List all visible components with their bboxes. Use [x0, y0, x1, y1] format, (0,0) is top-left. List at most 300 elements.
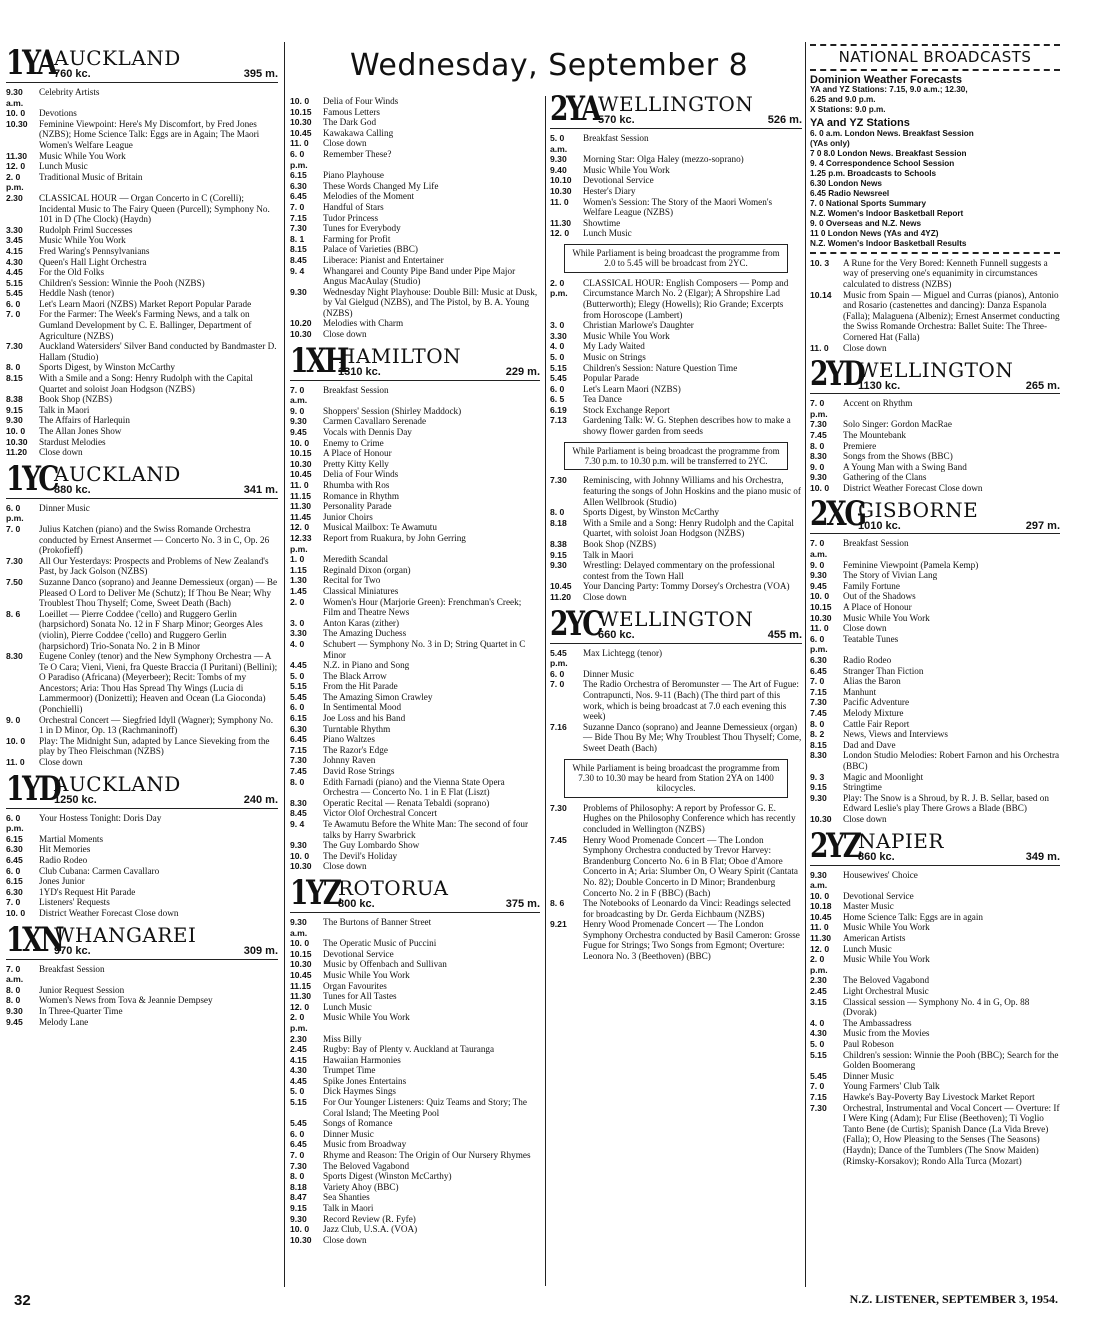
- program-list: [810, 870, 1060, 1167]
- program-time: 4. 0: [290, 638, 305, 649]
- program-title: Vocals with Dennis Day: [323, 427, 412, 438]
- program-time: 10. 0: [6, 108, 26, 119]
- program-entry: [810, 290, 1060, 343]
- program-time: 2. 0: [290, 596, 305, 607]
- program-entry: [290, 586, 540, 597]
- program-time: 8. 0: [810, 718, 825, 729]
- station-frequency: [54, 485, 278, 496]
- program-title: Heddle Nash (tenor): [39, 288, 115, 299]
- program-title: Max Lichtegg (tenor): [583, 647, 663, 658]
- program-time: 8.30: [290, 797, 307, 808]
- program-time: 10.30: [290, 959, 312, 970]
- program-time: 10.45: [810, 911, 832, 922]
- program-entry: [290, 597, 540, 618]
- yayz-lines: [810, 129, 1060, 249]
- program-time: 7.30: [290, 755, 307, 766]
- program-entry: [810, 697, 1060, 708]
- program-time: 6.19: [550, 404, 567, 415]
- station-callsign: 2YA: [550, 89, 600, 129]
- program-time: 8.30: [810, 750, 827, 761]
- station-city: WHANGAREI: [54, 922, 197, 947]
- program-title: Children's Session: Winnie the Pooh (NZBS): [39, 277, 205, 288]
- program-entry: [6, 995, 278, 1006]
- program-entry: [810, 258, 1060, 290]
- schedule-line: 9. 4 Correspondence School Session: [810, 158, 955, 168]
- program-time: 7. 0: [6, 309, 21, 320]
- program-time: 5.45: [550, 373, 567, 384]
- program-entry: [290, 565, 540, 576]
- program-time: 5.45: [290, 1118, 307, 1129]
- program-time: 12. 0: [290, 522, 310, 533]
- program-entry: [290, 213, 540, 224]
- program-entry: [550, 320, 802, 331]
- program-title: Fred Waring's Pennsylvanians: [39, 245, 150, 256]
- program-time: 7.45: [290, 766, 307, 777]
- program-time: 5.15: [550, 362, 567, 373]
- program-time: 6. 0: [6, 298, 21, 309]
- program-entry: [290, 1034, 540, 1045]
- program-list: [6, 503, 278, 768]
- program-time: 8.15: [290, 244, 307, 255]
- program-entry: [6, 119, 278, 151]
- program-title: Turntable Rhythm: [323, 723, 391, 734]
- program-entry: [290, 255, 540, 266]
- program-title: Johnny Raven: [323, 755, 376, 766]
- program-time: 2. 0 p.m.: [6, 171, 24, 193]
- program-title: Talk in Maori: [583, 549, 634, 560]
- program-time: 5.45 p.m.: [550, 647, 568, 669]
- program-entry: [810, 676, 1060, 687]
- program-title: Suzanne Danco (soprano) and Jeanne Demessieux (organ) — Be Pleased O Lord to Deliver Me (Schutz); If Thou Be Near; Why Troublest Thou Thyself; Come, Sweet Death (Bach): [39, 576, 278, 609]
- program-time: 2. 0 p.m.: [290, 1012, 308, 1033]
- station-info: [858, 499, 1060, 532]
- program-entry: [810, 870, 1060, 891]
- program-time: 8. 6: [550, 898, 565, 909]
- program-time: 8. 0: [6, 984, 21, 995]
- program-entry: [290, 117, 540, 128]
- program-title: Listeners' Requests: [39, 897, 110, 908]
- station-city: NAPIER: [858, 828, 944, 853]
- program-entry: [290, 469, 540, 480]
- program-title: The Razor's Edge: [323, 744, 388, 755]
- station-kc: 880 kc.: [54, 484, 91, 497]
- program-time: 11. 0: [6, 757, 25, 768]
- program-title: The Black Arrow: [323, 670, 387, 681]
- program-entry: [290, 1139, 540, 1150]
- program-title: Breakfast Session: [323, 384, 389, 395]
- program-time: 8.38: [6, 394, 23, 405]
- program-entry: [290, 1065, 540, 1076]
- program-time: 2.45: [290, 1044, 307, 1055]
- program-title: Club Cubana: Carmen Cavallaro: [39, 865, 160, 876]
- program-time: 9.30 a.m.: [810, 869, 828, 891]
- schedule-line: 9. 0 Overseas and N.Z. News: [810, 218, 922, 228]
- program-title: All Our Yesterdays: Prospects and Problems of New Zealand's Past, by Jack Golson (NZBS): [39, 555, 269, 577]
- program-title: Music While You Work: [843, 954, 930, 965]
- program-title: London Studio Melodies: Robert Farnon and his Orchestra (BBC): [843, 750, 1060, 771]
- program-entry: [290, 1076, 540, 1087]
- program-title: Breakfast Session: [39, 963, 105, 974]
- program-title: Wednesday Night Playhouse: Double Bill: Music at Dusk, by Val Gielgud (NZBS), and The Pistol, by B. A. Young (NZBS): [323, 286, 538, 318]
- program-entry: [290, 480, 540, 491]
- program-entry: [810, 1103, 1060, 1167]
- program-title: Music While You Work: [39, 235, 126, 246]
- program-entry: [810, 954, 1060, 975]
- program-time: 6.30: [810, 655, 827, 665]
- program-entry: [550, 218, 802, 229]
- program-time: 4.45: [6, 267, 23, 278]
- program-title: Classical Miniatures: [323, 585, 399, 596]
- program-time: 9. 4: [290, 819, 305, 829]
- station-wavelength: 265 m.: [1025, 379, 1060, 392]
- program-title: Reminiscing, with Johnny Williams and his Orchestra, featuring the songs of John Hoskins and the piano music of Allen Wellbrook (Studio): [583, 475, 801, 507]
- program-title: Variety Ahoy (BBC): [323, 1181, 399, 1192]
- program-entry: [290, 1224, 540, 1235]
- program-title: Romance in Rhythm: [323, 490, 400, 501]
- program-title: In Three-Quarter Time: [39, 1005, 123, 1016]
- program-list: [550, 648, 802, 754]
- program-title: The Amazing Simon Crawley: [323, 691, 433, 702]
- program-entry: [6, 715, 278, 736]
- program-title: The Burtons of Banner Street: [323, 916, 432, 927]
- program-title: Delia of Four Winds: [323, 96, 399, 106]
- program-entry: [550, 919, 802, 961]
- program-time: 9. 4: [290, 265, 305, 276]
- program-entry: [550, 669, 802, 680]
- program-title: With a Smile and a Song: Henry Rudolph with the Capital Quartet and soloist Joan Hodgson (NZBS): [39, 373, 253, 394]
- program-title: Tea Dance: [583, 394, 622, 405]
- program-entry: [290, 981, 540, 992]
- program-entry: [290, 970, 540, 981]
- program-entry: [550, 394, 802, 405]
- program-time: 7.30: [810, 1102, 827, 1113]
- program-title: Book Shop (NZBS): [583, 539, 656, 550]
- program-title: Wrestling: Delayed commentary on the professional contest from the Town Hall: [583, 560, 775, 581]
- program-entry: [290, 223, 540, 234]
- program-time: 9.30: [290, 840, 307, 851]
- program-title: Te Awamutu Before the White Man: The second of four talks by Harry Swarbrick: [323, 819, 529, 840]
- program-title: Spike Jones Entertains: [323, 1075, 407, 1086]
- program-entry: [6, 834, 278, 845]
- program-title: Queen's Hall Light Orchestra: [39, 256, 147, 267]
- yayz-heading: YA and YZ Stations: [810, 117, 910, 130]
- program-entry: [6, 1017, 278, 1028]
- program-entry: [290, 234, 540, 245]
- program-entry: [810, 997, 1060, 1018]
- program-time: 7. 0 p.m.: [810, 398, 828, 419]
- station-frequency: [858, 521, 1060, 532]
- program-time: 5.45: [6, 288, 23, 299]
- program-title: Dinner Music: [39, 502, 90, 513]
- program-title: Women's News from Tova & Jeannie Dempsey: [39, 995, 213, 1006]
- program-entry: [810, 1050, 1060, 1071]
- column-3: [550, 88, 802, 962]
- schedule-line: X Stations: 9.0 p.m.: [810, 105, 886, 115]
- station-city: ROTORUA: [338, 876, 449, 901]
- program-title: Schubert — Symphony No. 3 in D; String Quartet in C Minor: [323, 638, 526, 660]
- program-entry: [290, 522, 540, 533]
- divider: [810, 252, 1060, 254]
- program-time: 10.14: [810, 289, 832, 300]
- program-time: 5.15: [290, 681, 307, 692]
- program-entry: [290, 819, 540, 840]
- program-title: CLASSICAL HOUR — Organ Concerto in C (Corelli); Incidental Music to The Fairy Queen (Purcell); Symphony No. 101 in D (The Clock) (Haydn): [39, 192, 270, 225]
- program-entry: [290, 427, 540, 438]
- program-entry: [290, 406, 540, 417]
- program-time: 5. 0: [810, 1039, 825, 1049]
- program-entry: [290, 1203, 540, 1214]
- program-title: District Weather Forecast Close down: [843, 482, 983, 493]
- program-time: 10.45: [290, 469, 312, 480]
- schedule-line: 6.25 and 9.0 p.m.: [810, 95, 876, 105]
- program-time: 7. 0: [6, 897, 21, 908]
- program-entry: [6, 447, 278, 458]
- program-entry: [290, 1150, 540, 1161]
- program-title: Miss Billy: [323, 1033, 362, 1044]
- program-time: 5.15: [810, 1049, 827, 1060]
- program-title: Gardening Talk: W. G. Stephen describes how to make a showy flower garden from seeds: [583, 415, 791, 437]
- program-entry: [6, 736, 278, 757]
- program-title: Young Farmers' Club Talk: [843, 1081, 940, 1092]
- program-entry: [6, 267, 278, 278]
- station-city: GISBORNE: [858, 497, 979, 522]
- program-title: Junior Request Session: [39, 984, 125, 995]
- program-title: Orchestral, Instrumental and Vocal Concert — Overture: If I Were King (Adam); Fur Elise (Beethoven); Ti Voglio Tanto Bene (de Curtis); Spanish Dance (La Vida Breve) (Falla); O, How Pleasing to the Senses (The Seasons) (Haydn); Dance of the Tumblers (The Snow Maiden) (Rimsky-Korsakov); Rondo Alla Turca (Mozart): [843, 1102, 1060, 1166]
- program-list: [290, 917, 540, 1245]
- program-entry: [290, 734, 540, 745]
- program-entry: [290, 1182, 540, 1193]
- program-entry: [290, 1161, 540, 1172]
- station-city: AUCKLAND: [54, 46, 181, 71]
- program-entry: [810, 912, 1060, 923]
- program-time: 6. 0: [290, 702, 305, 713]
- station-wavelength: 455 m.: [767, 629, 802, 641]
- station-info: [54, 773, 278, 806]
- station-callsign: 2YZ: [810, 825, 860, 866]
- program-title: The Ambassadress: [843, 1017, 912, 1028]
- program-entry: [550, 278, 802, 320]
- program-time: 10. 0: [290, 437, 310, 448]
- station-frequency: [338, 899, 540, 910]
- program-entry: [290, 191, 540, 202]
- program-entry: [550, 341, 802, 352]
- program-entry: [550, 405, 802, 416]
- program-title: Music from Broadway: [323, 1139, 407, 1150]
- program-time: 7.45: [550, 834, 567, 845]
- program-entry: [290, 128, 540, 139]
- program-entry: [810, 472, 1060, 483]
- program-time: 9.30: [550, 560, 567, 571]
- program-title: The Operatic Music of Puccini: [323, 938, 437, 949]
- station-info: [598, 608, 802, 641]
- column-rule: [545, 96, 546, 1286]
- program-title: Henry Wood Promenade Concert — The London Symphony Orchestra conducted by Basil Cameron: Grosse Fugue for Strings; Two Songs from Egmont; Overture: Leonora No. 3 (Beethoven) (BBC): [583, 919, 800, 962]
- program-title: Rudolph Friml Successes: [39, 224, 133, 235]
- program-title: Radio Rodeo: [843, 655, 892, 665]
- program-entry: [550, 592, 802, 603]
- program-time: 6.15: [6, 876, 23, 887]
- program-title: Sports Digest (Winston McCarthy): [323, 1171, 452, 1182]
- program-time: 7. 0: [810, 1081, 825, 1092]
- program-entry: [290, 501, 540, 512]
- program-time: 9.30: [290, 1213, 307, 1224]
- column-4: [810, 44, 1060, 1166]
- program-entry: [810, 1028, 1060, 1039]
- program-list: [810, 398, 1060, 493]
- program-entry: [810, 719, 1060, 730]
- program-entry: [810, 538, 1060, 559]
- program-title: Dick Haymes Sings: [323, 1086, 396, 1097]
- program-title: For the Old Folks: [39, 267, 105, 278]
- station-wavelength: 341 m.: [243, 484, 278, 497]
- program-time: 4.30: [6, 256, 23, 267]
- program-time: 10.45: [290, 969, 312, 980]
- program-title: Piano Playhouse: [323, 170, 384, 181]
- program-time: 8. 6: [6, 608, 21, 619]
- program-title: Problems of Philosophy: A report by Professor G. E. Hughes on the Philosophy Conference which has recently concluded in Wellington (NZBS): [583, 802, 796, 834]
- program-entry: [550, 550, 802, 561]
- program-time: 6. 0: [6, 865, 21, 876]
- program-time: 4.15: [290, 1054, 307, 1065]
- program-entry: [810, 462, 1060, 473]
- program-title: Melodies with Charm: [323, 318, 404, 329]
- program-time: 1.45: [290, 585, 307, 596]
- program-title: For the Farmer: The Week's Farming News, and a talk on Gumland Development by C. E. Ballinger, Department of Agriculture (NZBS): [39, 309, 252, 341]
- program-time: 2. 0 p.m.: [810, 954, 828, 975]
- program-title: Family Fortune: [843, 580, 900, 591]
- program-time: 9.30: [810, 472, 827, 483]
- program-time: 6. 0: [550, 668, 565, 679]
- program-entry: [6, 394, 278, 405]
- program-title: Paul Robeson: [843, 1039, 894, 1049]
- program-entry: [290, 861, 540, 872]
- program-time: 5. 0: [550, 351, 565, 362]
- program-entry: [6, 813, 278, 834]
- program-time: 1.15: [290, 564, 307, 575]
- program-time: 4. 0: [550, 341, 565, 352]
- program-entry: [290, 681, 540, 692]
- program-entry: [6, 855, 278, 866]
- program-entry: [810, 729, 1060, 740]
- program-entry: [810, 1039, 1060, 1050]
- program-list: [550, 133, 802, 239]
- program-time: 11.15: [290, 490, 312, 501]
- program-title: The Story of Vivian Lang: [843, 570, 938, 581]
- program-title: Personality Parade: [323, 501, 392, 512]
- program-time: 6. 0: [550, 383, 565, 394]
- program-entry: [290, 318, 540, 329]
- program-title: Children's session: Winnie the Pooh (BBC); Search for the Golden Boomerang: [843, 1049, 1059, 1071]
- program-time: 9.15: [550, 549, 567, 560]
- column-2: [290, 96, 540, 1245]
- program-time: 11.30: [810, 933, 832, 944]
- program-title: Your Hostess Tonight: Doris Day: [39, 812, 162, 823]
- program-title: A Young Man with a Swing Band: [843, 461, 967, 472]
- program-title: Report from Ruakura, by John Gerring: [323, 532, 466, 543]
- program-title: Dinner Music: [323, 1128, 374, 1139]
- program-title: Women's Session: The Story of the Maori Women's Welfare League (NZBS): [583, 196, 773, 218]
- program-time: 7.30: [550, 802, 567, 813]
- program-time: 9. 0: [810, 461, 825, 472]
- page-headline: Wednesday, September 8: [350, 48, 749, 83]
- program-entry: [6, 172, 278, 193]
- program-time: 10.30: [290, 117, 312, 128]
- program-entry: [6, 651, 278, 715]
- program-entry: [810, 634, 1060, 655]
- program-entry: [550, 415, 802, 436]
- station-2xg: [810, 494, 1060, 535]
- program-entry: [6, 299, 278, 310]
- station-frequency: [54, 795, 278, 806]
- program-time: 10.45: [550, 581, 572, 592]
- program-entry: [810, 483, 1060, 494]
- program-entry: [810, 581, 1060, 592]
- program-title: Orchestral Concert — Siegfried Idyll (Wagner); Symphony No. 1 in D Minor, Op. 13 (Rachmaninoff): [39, 714, 273, 736]
- program-time: 3.45: [6, 235, 23, 246]
- program-title: Music While You Work: [323, 969, 410, 980]
- program-title: Record Review (R. Fyfe): [323, 1213, 416, 1224]
- program-entry: [550, 165, 802, 176]
- program-time: 9.40: [550, 164, 567, 175]
- schedule-line: N.Z. Women's Indoor Basketball Results: [810, 238, 967, 248]
- program-title: Music While You Work: [583, 164, 670, 175]
- program-title: Jones Junior: [39, 876, 85, 887]
- program-time: 6.30: [290, 723, 307, 734]
- program-title: Light Orchestral Music: [843, 986, 929, 997]
- program-time: 7.30: [6, 555, 23, 566]
- program-title: The Mountebank: [843, 429, 907, 440]
- program-time: 10.30: [290, 329, 312, 340]
- program-time: 11. 0: [290, 138, 309, 149]
- station-1xn: [6, 919, 278, 960]
- station-kc: 1130 kc.: [858, 379, 901, 392]
- program-title: Music While You Work: [39, 150, 126, 161]
- program-entry: [550, 363, 802, 374]
- program-entry: [290, 1044, 540, 1055]
- program-title: Hawaiian Harmonies: [323, 1054, 401, 1065]
- program-time: 7.15: [810, 686, 827, 697]
- program-time: 11. 0: [290, 480, 309, 490]
- program-entry: [6, 161, 278, 172]
- program-title: Feminine Viewpoint (Pamela Kemp): [843, 559, 979, 570]
- program-title: Home Science Talk: Eggs are in again: [843, 911, 984, 922]
- program-entry: [810, 750, 1060, 771]
- program-entry: [6, 405, 278, 416]
- program-time: 2.30: [6, 192, 23, 203]
- program-entry: [550, 197, 802, 218]
- program-title: Dinner Music: [583, 668, 634, 679]
- station-frequency: [858, 381, 1060, 392]
- program-title: Handful of Stars: [323, 201, 384, 212]
- station-callsign: 2YD: [810, 354, 864, 395]
- program-entry: [290, 287, 540, 319]
- program-title: Hit Memories: [39, 844, 91, 855]
- program-title: Hester's Diary: [583, 185, 636, 196]
- program-title: The Allan Jones Show: [39, 426, 122, 436]
- program-entry: [550, 175, 802, 186]
- program-time: 6.45: [290, 191, 307, 202]
- program-entry: [290, 491, 540, 502]
- parliament-notice: While Parliament is being broadcast the programme from 7.30 to 10.30 may be heard from Station 2YA on 1400 kilocycles.: [564, 759, 788, 798]
- station-callsign: 1YD: [6, 768, 60, 809]
- program-entry: [810, 922, 1060, 933]
- weather-forecast-lines: [810, 85, 1060, 115]
- program-entry: [6, 876, 278, 887]
- program-title: The Radio Orchestra of Beromunster — The Art of Fugue: Contrapuncti, Nos. 9-11 (Bach) (The third part of this work, which is being broadcast at 7.0 each evening this week): [583, 679, 799, 722]
- program-list: [6, 87, 278, 458]
- program-entry: [6, 225, 278, 236]
- program-entry: [290, 202, 540, 213]
